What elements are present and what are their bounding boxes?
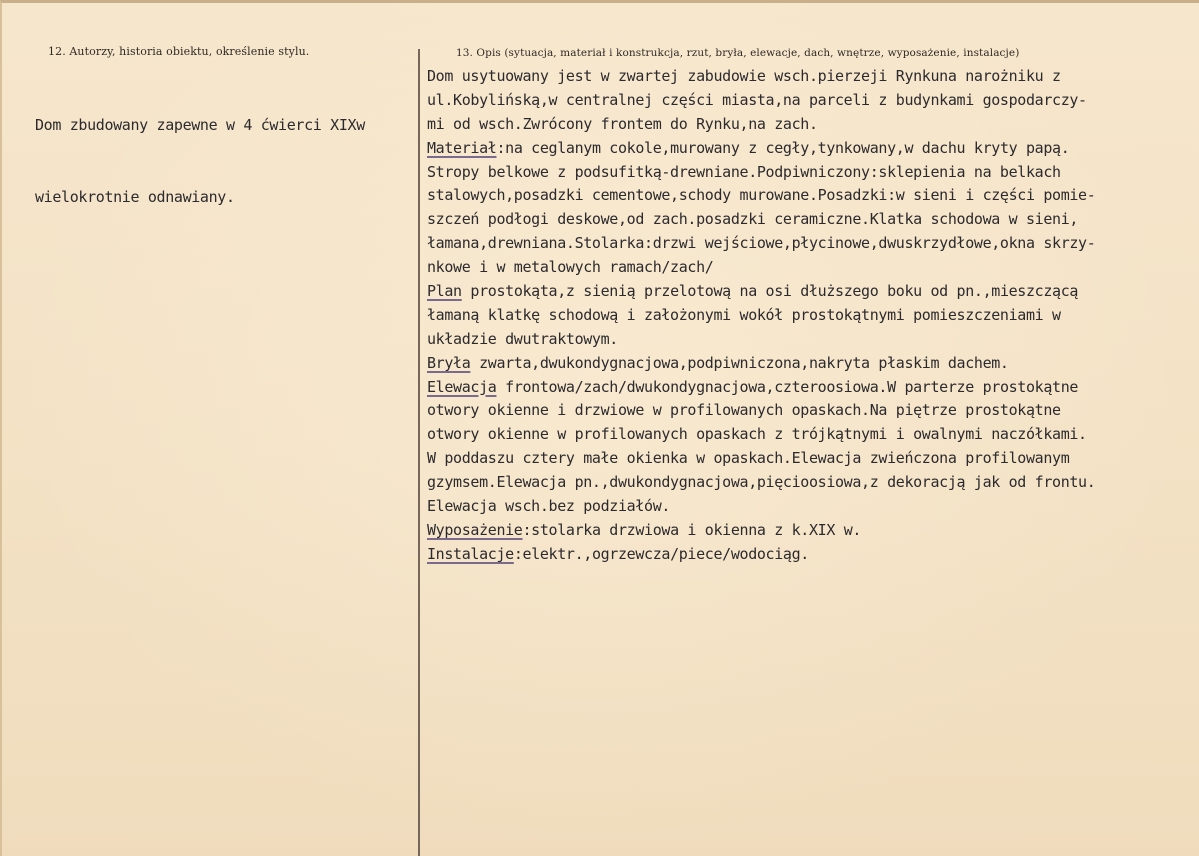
text-line: wielokrotnie odnawiany. <box>35 187 235 206</box>
description-text <box>427 65 1095 567</box>
text-line: Dom zbudowany zapewne w 4 ćwierci XIXw <box>35 115 365 134</box>
description-text-run: szczeń podłogi deskowe,od zach.posadzki ceramiczne.Klatka schodowa w sieni, <box>427 210 1079 229</box>
description-line <box>427 519 1095 543</box>
description-line <box>427 65 1095 89</box>
section-label: Instalacje <box>427 544 514 563</box>
description-line <box>427 304 1095 328</box>
description-text-run: :stolarka drzwiowa i okienna z k.XIX w. <box>522 520 862 539</box>
description-text-run: łamana,drewniana.Stolarka:drzwi wejściowe,płycinowe,dwuskrzydłowe,okna skrzy- <box>427 234 1096 253</box>
description-text-run: ul.Kobylińską,w centralnej części miasta,na parceli z budynkami gospodarczy- <box>427 90 1087 109</box>
description-line <box>427 113 1095 137</box>
description-line <box>427 399 1095 423</box>
description-line <box>427 161 1095 185</box>
section-13-heading: 13. Opis (sytuacja, materiał i konstrukcja, rzut, bryła, elewacje, dach, wnętrze, wyposażenie, instalacje) <box>456 47 1020 59</box>
description-text-run: :elektr.,ogrzewcza/piece/wodociąg. <box>513 544 809 563</box>
description-text-run: W poddaszu cztery małe okienka w opaskach.Elewacja zwieńczona profilowanym <box>427 449 1070 468</box>
description-text-run: gzymsem.Elewacja pn.,dwukondygnacjowa,pięcioosiowa,z dekoracją jak od frontu. <box>427 473 1096 492</box>
description-line <box>427 208 1095 232</box>
description-line <box>427 471 1095 495</box>
description-line <box>427 423 1095 447</box>
description-text-run: mi od wsch.Zwrócony frontem do Rynku,na zach. <box>427 114 818 133</box>
column-divider <box>418 49 420 856</box>
description-text-run: zwarta,dwukondygnacjowa,podpiwniczona,nakryta płaskim dachem. <box>470 353 1009 372</box>
description-text-run: otwory okienne i drzwiowe w profilowanych opaskach.Na piętrze prostokątne <box>427 401 1061 420</box>
description-text-run: łamaną klatkę schodową i założonymi wokół prostokątnymi pomieszczeniami w <box>427 305 1061 324</box>
description-line <box>427 352 1095 376</box>
description-line <box>427 280 1095 304</box>
section-label: Bryła <box>427 353 471 372</box>
description-line <box>427 543 1095 567</box>
description-text-run: układzie dwutraktowym. <box>427 329 618 348</box>
description-text-run: prostokąta,z sienią przelotową na osi dłuższego boku od pn.,mieszczącą <box>461 282 1079 301</box>
section-label: Plan <box>427 282 462 301</box>
description-text-run: frontowa/zach/dwukondygnacjowa,czteroosiowa.W parterze prostokątne <box>496 377 1079 396</box>
description-line <box>427 256 1095 280</box>
description-line <box>427 137 1095 161</box>
description-line <box>427 328 1095 352</box>
description-line <box>427 376 1095 400</box>
description-text-run: Dom usytuowany jest w zwartej zabudowie wsch.pierzeji Rynkuna narożniku z <box>427 67 1061 85</box>
description-line <box>427 232 1095 256</box>
description-text-run: :na ceglanym cokole,murowany z cegły,tynkowany,w dachu kryty papą. <box>496 138 1070 157</box>
description-text-run: Elewacja wsch.bez podziałów. <box>427 497 671 516</box>
authors-history-text <box>35 66 365 257</box>
description-line <box>427 89 1095 113</box>
description-line <box>427 495 1095 519</box>
section-label: Materiał <box>427 138 497 157</box>
description-text-run: Stropy belkowe z podsufitką-drewniane.Podpiwniczony:sklepienia na belkach <box>427 162 1061 181</box>
description-line <box>427 447 1095 471</box>
description-line <box>427 184 1095 208</box>
section-label: Elewacja <box>427 377 497 396</box>
description-text-run: otwory okienne w profilowanych opaskach z trójkątnymi i owalnymi naczółkami. <box>427 425 1087 444</box>
section-12-heading: 12. Autorzy, historia obiektu, określenie stylu. <box>48 45 310 58</box>
description-text-run: nkowe i w metalowych ramach/zach/ <box>427 258 714 277</box>
section-label: Wyposażenie <box>427 520 523 539</box>
description-text-run: stalowych,posadzki cementowe,schody murowane.Posadzki:w sieni i części pomie- <box>427 186 1096 205</box>
